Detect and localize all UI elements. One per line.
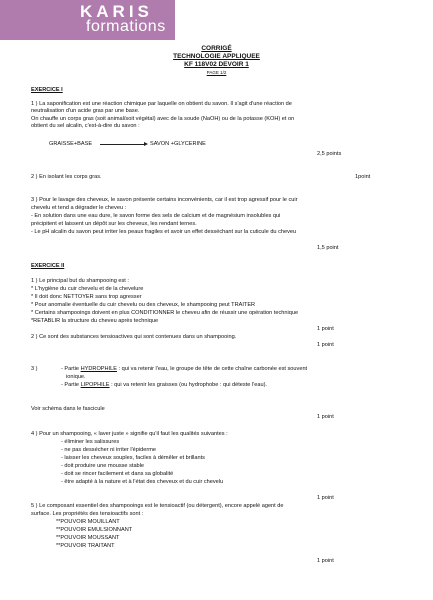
ex2-q4-points: 1 point (317, 495, 334, 501)
ex2-q1-line: * L'hygiène du cuir chevelu et de la chevelure (31, 286, 144, 292)
exercise-1-heading: EXERCICE I (31, 87, 63, 93)
ex2-q3-hydrophile-cont: ionique. (66, 374, 86, 380)
ex1-q3-line: - En solution dans une eau dure, le savon forme des sels de calcium et de magnésium insolubles qui (31, 213, 281, 219)
logo-line1: KARIS (80, 2, 153, 21)
reaction-arrow (100, 144, 145, 145)
ex2-q5-line: surface. Les propriétés des tensioactifs sont : (31, 511, 144, 517)
ex2-q4-item: - ne pas dessécher ni irriter l'épiderme (61, 447, 156, 453)
ex1-q2: 2 ) En isolant les corps gras. (31, 174, 102, 180)
ex1-q3-points: 1,5 point (317, 245, 339, 251)
ex1-q1-line: 1 ) La saponification est une réaction chimique par laquelle on obtient du savon. Il s'agit d'une réaction de (31, 101, 292, 107)
equation-left: GRAISSE+BASE (49, 141, 93, 147)
ex2-q5-item: **POUVOIR EMULSIONNANT (56, 527, 133, 533)
ex2-q4-item: - éliminer les salissures (61, 439, 120, 445)
ex2-q5-item: **POUVOIR MOUILLANT (56, 519, 120, 525)
ex2-q2-points: 1 point (317, 342, 334, 348)
ex1-q2-points: 1point (355, 174, 371, 180)
ex2-q5-line: 5 ) Le composant essentiel des shampooings est le tensioactif (ou détergent), encore appelé agent de (31, 503, 284, 509)
ex2-q1-line: * Il doit donc NETTOYER sans trop agresser (31, 294, 142, 300)
ex1-q1-line: obtient du sel alcalin, c'est-à-dire du savon : (31, 123, 140, 129)
title-subject: TECHNOLOGIE APPLIQUEE (173, 53, 260, 60)
title-code: KF 118V02 DEVOIR 1 (184, 61, 249, 68)
ex2-q4-item: - être adapté à la nature et à l'état des cheveux et du cuir chevelu (61, 479, 224, 485)
ex1-q1-line: neutralisation d'un acide gras par une base. (31, 108, 140, 114)
ex1-q1-line: On chauffe un corps gras (soit animal/soit végétal) avec de la soude (NaOH) ou de la potasse (KOH) et on (31, 116, 295, 122)
exercise-2-heading: EXERCICE II (31, 263, 65, 269)
ex2-q2: 2 ) Ce sont des substances tensioactives qui sont contenues dans un shampooing. (31, 334, 237, 340)
ex1-q3-line: - Le pH alcalin du savon peut irriter les peaux fragiles et avoir un effet desséchant sur la cuticule du cheveu (31, 229, 297, 235)
ex1-q3-line: 3 ) Pour le lavage des cheveux, le savon présente certains inconvénients, car il est trop agressif pour le cuir (31, 197, 298, 203)
ex2-q4: 4 ) Pour un shampooing, « laver juste » signifie qu'il faut les qualités suivantes : (31, 431, 228, 437)
logo-line2: formations (86, 18, 166, 35)
ex2-q1-line: *RETABLIR la structure du cheveu après technique (31, 318, 159, 324)
ex2-q4-item: - doit se rincer facilement et dans sa globalité (61, 471, 174, 477)
ex2-q4-item: - doit produire une mousse stable (61, 463, 145, 469)
title-corrige: CORRIGÉ (201, 45, 232, 52)
equation-right: SAVON +GLYCERINE (150, 141, 206, 147)
ex2-q1-line: 1 ) Le principal but du shampooing est : (31, 278, 129, 284)
ex2-q3-hydrophile: - Partie HYDROPHILE : qui va retenir l'eau, le groupe de tête de cette chaîne carbonée est souvent (61, 366, 308, 372)
ex1-q3-line: précipitent et laissent un dépôt sur les cheveux, les rendant ternes. (31, 221, 197, 227)
ex2-q5-points: 1 point (317, 558, 334, 564)
ex2-q4-item: - laisser les cheveux souples, faciles à démêler et brillants (61, 455, 205, 461)
ex2-q3-number: 3 ) (31, 366, 38, 372)
header (0, 0, 433, 43)
ex2-q3-lipophile: - Partie LIPOPHILE : qui va retenir les graisses (ou hydrophobe : qui déteste l'eau). (61, 382, 267, 388)
ex2-q1-line: * Pour anomalie éventuelle du cuir chevelu ou des cheveux, le shampooing peut TRAITER (31, 302, 256, 308)
ex1-q1-points: 2,5 points (317, 151, 342, 157)
ex2-q3-note: Voir schéma dans le fascicule (31, 406, 105, 412)
ex1-q3-line: chevelu et tend a dégrader le cheveu : (31, 205, 127, 211)
ex2-q5-item: **POUVOIR TRAITANT (56, 543, 115, 549)
karis-logo (0, 0, 175, 40)
ex2-q1-line: * Certains shampooings doivent en plus CONDITIONNER le cheveu afin de réussir une opération technique (31, 310, 299, 316)
ex2-q5-item: **POUVOIR MOUSSANT (56, 535, 120, 541)
ex2-q3-points: 1 point (317, 414, 334, 420)
ex2-q1-points: 1 point (317, 326, 334, 332)
page-number: PAGE 1/2 (206, 70, 227, 75)
